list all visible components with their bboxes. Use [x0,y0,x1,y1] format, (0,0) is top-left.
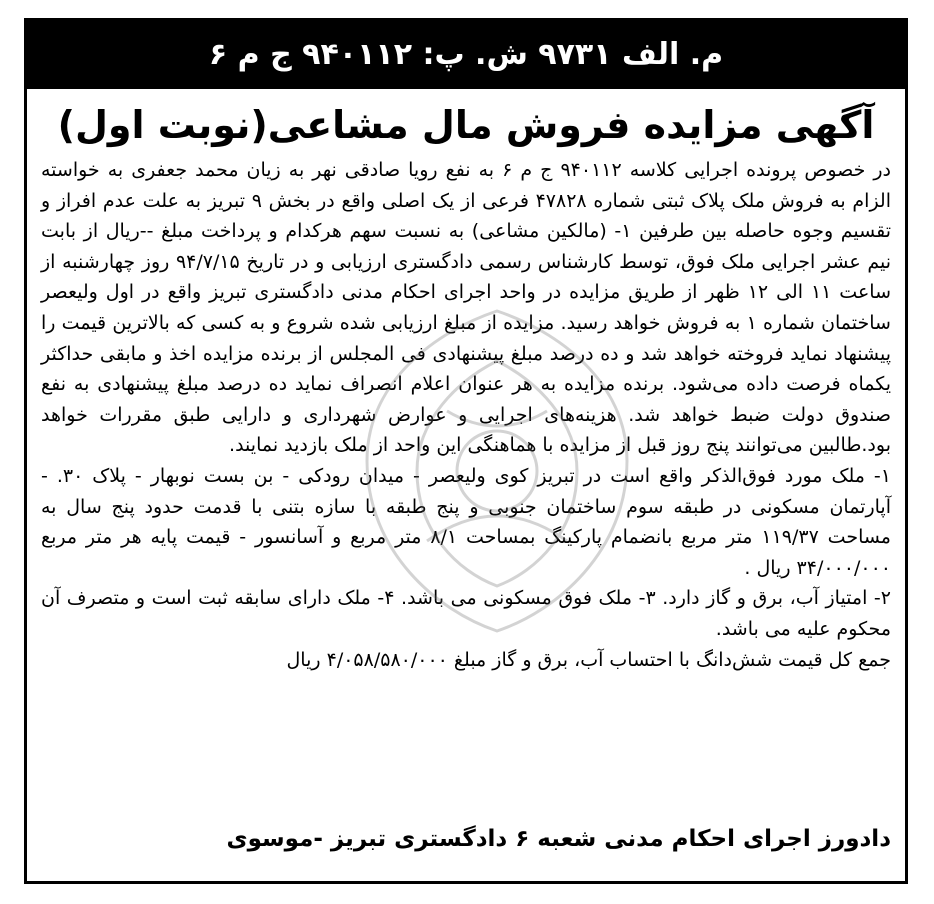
reference-header: م. الف ۹۷۳۱ ش. پ: ۹۴۰۱۱۲ ج م ۶ [27,21,905,89]
notice-title: آگهی مزایده فروش مال مشاعی(نوبت اول) [57,103,875,147]
property-item-1: ۱- ملک مورد فوق‌الذکر واقع است در تبریز کوی ولیعصر - میدان رودکی - بن بست نوبهار - پلاک ۳۰. - آپارتمان مسکونی در طبقه سوم ساختمان جنوبی و پنج طبقه با سازه بتنی با قدمت حدود پنج سال به مساحت ۱۱۹/۳۷ متر مربع بانضمام پارکینگ بمساحت ۸/۱ متر مربع و آسانسور - قیمت پایه هر متر مربع ۳۴/۰۰۰/۰۰۰ ریال . [41,464,891,579]
auction-notice [24,18,908,884]
main-paragraph: در خصوص پرونده اجرایی کلاسه ۹۴۰۱۱۲ ج م ۶ به نفع رویا صادقی نهر به زیان محمد جعفری به خواسته الزام به فروش ملک پلاک ثبتی شماره ۴۷۸۲۸ فرعی از یک اصلی واقع در بخش ۹ تبریز به علت عدم افراز و تقسیم وجوه حاصله بین طرفین ۱- (مالکین مشاعی) به نسبت سهم هرکدام و پرداخت مبلغ --ریال از بابت نیم عشر اجرایی ملک فوق، توسط کارشناس رسمی دادگستری ارزیابی و در تاریخ ۹۴/۷/۱۵ روز چهارشنبه از ساعت ۱۱ الی ۱۲ ظهر از طریق مزایده در واحد اجرای احکام مدنی دادگستری تبریز واقع در اول ولیعصر ساختمان شماره ۱ به فروش خواهد رسید. مزایده از مبلغ ارزیابی شده شروع و به کسی که بالاترین قیمت را پیشنهاد نماید فروخته خواهد شد و ده درصد مبلغ پیشنهادی فی المجلس از برنده مزایده اخذ و مابقی حداکثر یکماه فرصت داده می‌شود. برنده مزایده به هر عنوان اعلام انصراف نماید ده درصد مبلغ پیشنهادی به نفع صندوق دولت ضبط خواهد شد. هزینه‌های اجرایی و عوارض شهرداری و دارایی طبق مقررات خواهد بود.طالبین می‌توانند پنج روز قبل از مزایده با هماهنگی این واحد از ملک بازدید نمایند. [41,159,892,457]
notice-body [41,155,891,675]
total-price-line: جمع کل قیمت شش‌دانگ با احتساب آب، برق و گاز مبلغ ۴/۰۵۸/۵۸۰/۰۰۰ ریال [286,648,891,671]
signature-line: دادورز اجرای احکام مدنی شعبه ۶ دادگستری تبریز -موسوی [226,826,891,852]
property-item-2: ۲- امتیاز آب، برق و گاز دارد. ۳- ملک فوق مسکونی می باشد. ۴- ملک دارای سابقه ثبت است و متصرف آن محکوم علیه می باشد. [41,587,892,640]
